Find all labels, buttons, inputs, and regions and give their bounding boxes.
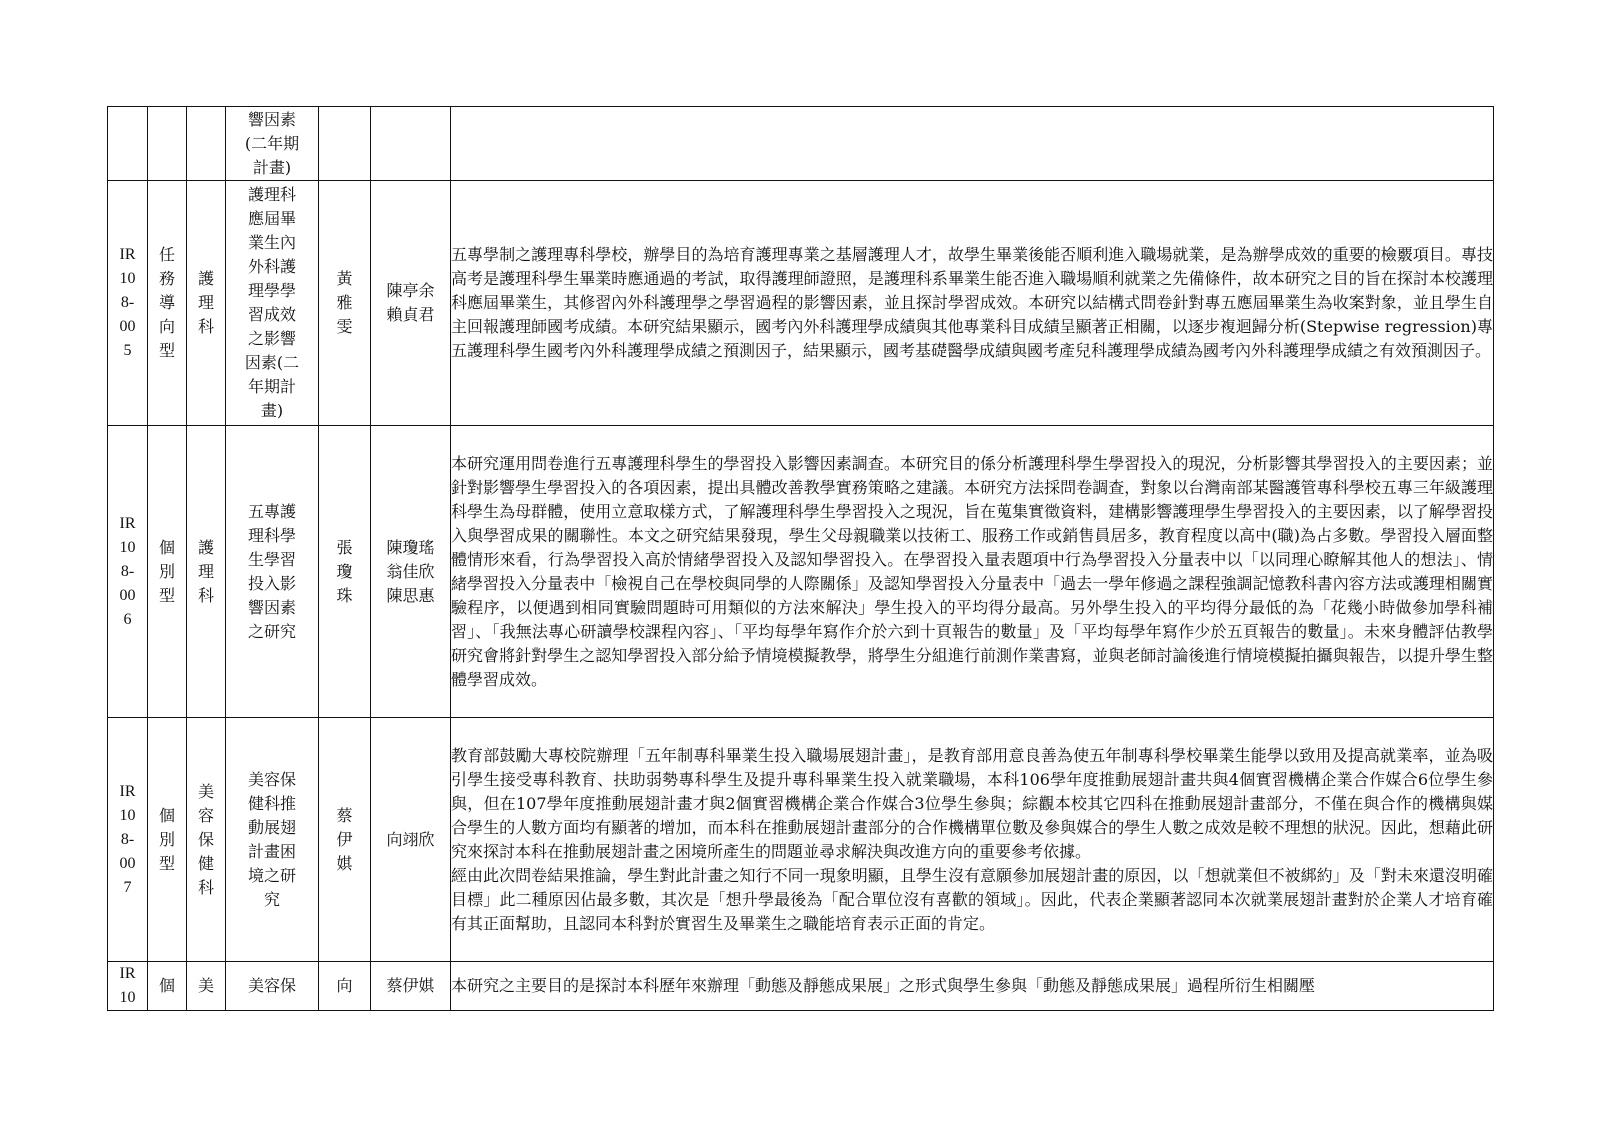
department-line: 護 (197, 269, 214, 288)
project-title-line: 境之研 (247, 865, 296, 885)
abstract-paragraph: 五專學制之護理專科學校，辦學目的為培育護理專業之基層護理人才，故學生畢業後能否順利進入職場就業，是為辦學成效的重要的檢覈項目。專技高考是護理科學生畢業時應通過的考試，取得護理師證照，是護理科系畢業生能否進入職場順利就業之先備條件，故本研究之目的旨在探討本校護理科應屆畢業生，其修習內外科護理學之學習過程的影響因素，並且探討學習成效。本研究以結構式問卷針對專五應屆畢業生為收案對象，並且學生自主回報護理師國考成績。本研究結果顯示，國考內外科護理學成績與其他專業科目成績呈顯著正相關，以逐步複迴歸分析(Stepwise regression)專五護理科學生國考內外科護理學成績之預測因子，結果顯示，國考基礎醫學成績與國考產兒科護理學成績為國考內外科護理學成績之有效預測因子。 (451, 245, 1493, 360)
project-id-line: 8- (120, 830, 135, 848)
project-type-cell (148, 718, 187, 962)
principal-investigator-line: 雅 (336, 293, 353, 312)
co-investigators-line: 蔡伊娸 (386, 976, 435, 995)
project-title-line: (二年期 (244, 133, 300, 153)
principal-investigator-line: 娸 (336, 853, 353, 873)
department-line: 科 (197, 877, 214, 897)
project-title-line: 生學習 (247, 549, 296, 569)
table-row (108, 181, 1494, 426)
project-id-cell (108, 107, 148, 181)
project-title-line: 美容保 (247, 769, 296, 789)
abstract-paragraph: 教育部鼓勵大專校院辦理「五年制專科畢業生投入職場展翅計畫」，是教育部用意良善為使五年制專科學校畢業生能學以致用及提高就業率，並為吸引學生接受專科教育、扶助弱勢專科學生及提升專科畢業生投入就業職場，本科106學年度推動展翅計畫共與4個實習機構企業合作媒合6位學生參與，但在107學年度推動展翅計畫才與2個實習機構企業合作媒合3位學生參與；綜觀本校其它四科在推動展翅計畫部分，不僅在與合作的機構與媒合學生的人數方面均有顯著的增加，而本科在推動展翅計畫部分的合作機構單位數及參與媒合的學生人數之成效是較不理想的狀況。因此，想藉此研究來探討本科在推動展翅計畫之困境所產生的問題並尋求解決與改進方向的重要參考依據。 (451, 745, 1493, 861)
project-type-cell (148, 107, 187, 181)
table-row (108, 107, 1494, 181)
project-id-line: 00 (119, 318, 136, 335)
project-title-line: 理科學 (247, 525, 296, 545)
department-line: 美 (197, 781, 214, 801)
principal-investigator-cell (319, 107, 371, 181)
project-title-line: 投入影 (247, 573, 296, 593)
co-investigators-cell (371, 426, 451, 718)
abstract-paragraph: 本研究之主要目的是探討本科歷年來辦理「動態及靜態成果展」之形式與學生參與「動態及靜態成果展」過程所衍生相關壓 (451, 976, 1316, 995)
co-investigators-cell (371, 718, 451, 962)
department-line: 容 (197, 805, 214, 825)
principal-investigator-line: 珠 (336, 585, 353, 605)
project-id-line: IR (119, 246, 136, 263)
project-id-line: 6 (123, 610, 132, 628)
project-type-line: 型 (158, 341, 175, 360)
project-title-line: 應屆畢 (247, 209, 296, 228)
project-id-line: 10 (119, 538, 136, 556)
abstract-cell (451, 718, 1494, 962)
project-id-line: 10 (119, 806, 136, 824)
project-type-cell (148, 962, 187, 1011)
project-title-cell (226, 962, 319, 1011)
principal-investigator-line: 瓊 (336, 561, 353, 581)
project-title-cell (226, 426, 319, 718)
project-type-cell (148, 426, 187, 718)
project-title-line: 理學學 (247, 281, 296, 300)
project-title-line: 計畫困 (247, 841, 296, 861)
project-type-cell (148, 181, 187, 426)
department-line: 美 (197, 976, 214, 995)
research-projects-table (107, 106, 1494, 1011)
project-type-line: 型 (158, 853, 175, 873)
project-id-line: 8- (120, 294, 135, 311)
project-title-line: 計畫) (252, 157, 292, 177)
project-type-line: 個 (158, 805, 175, 825)
principal-investigator-cell (319, 962, 371, 1011)
project-title-line: 因素(二 (244, 353, 300, 372)
department-line: 科 (197, 585, 214, 605)
principal-investigator-cell (319, 718, 371, 962)
department-line: 理 (197, 293, 214, 312)
department-line: 科 (197, 317, 214, 336)
project-id-line: 8- (120, 562, 135, 580)
project-type-line: 向 (158, 317, 175, 336)
co-investigators-cell (371, 962, 451, 1011)
project-id-line: 10 (119, 270, 136, 287)
project-title-line: 之研究 (247, 621, 296, 641)
project-type-line: 導 (158, 293, 175, 312)
project-id-line: IR (119, 514, 136, 532)
principal-investigator-line: 蔡 (336, 805, 353, 825)
project-type-line: 別 (158, 829, 175, 849)
project-title-line: 究 (263, 889, 280, 909)
co-investigators-cell (371, 107, 451, 181)
project-type-line: 型 (158, 585, 175, 605)
project-type-line: 別 (158, 561, 175, 581)
co-investigators-cell (371, 181, 451, 426)
co-investigators-line: 陳瓊瑤 (386, 537, 435, 557)
project-title-line: 美容保 (247, 976, 296, 995)
project-title-cell (226, 107, 319, 181)
project-title-line: 畫) (260, 401, 284, 420)
project-title-line: 五專護 (247, 501, 296, 521)
co-investigators-line: 賴貞君 (386, 305, 435, 324)
project-title-line: 動展翅 (247, 817, 296, 837)
project-id-line: 5 (123, 342, 132, 359)
department-cell (187, 181, 226, 426)
table-row (108, 718, 1494, 962)
project-id-line: 00 (119, 586, 136, 604)
project-title-line: 外科護 (247, 257, 296, 276)
project-title-line: 護理科 (247, 185, 296, 204)
table-row (108, 426, 1494, 718)
abstract-cell (451, 426, 1494, 718)
abstract-paragraph: 經由此次問卷結果推論，學生對此計畫之知行不同一現象明顯，且學生沒有意願參加展翅計畫的原因，以「想就業但不被綁約」及「對未來還沒明確目標」此二種原因佔最多數，其次是「想升學最後為「配合單位沒有喜歡的領域」。因此，代表企業顯著認同本次就業展翅計畫對於企業人才培育確有其正面幫助，且認同本科對於實習生及畢業生之職能培育表示正面的肯定。 (451, 865, 1493, 933)
project-id-line: 00 (119, 854, 136, 872)
project-type-line: 個 (158, 537, 175, 557)
principal-investigator-line: 張 (336, 537, 353, 557)
project-id-cell (108, 426, 148, 718)
project-title-line: 業生內 (247, 233, 296, 252)
co-investigators-line: 翁佳欣 (386, 561, 435, 581)
project-id-cell (108, 181, 148, 426)
department-cell (187, 107, 226, 181)
abstract-cell (451, 181, 1494, 426)
project-title-line: 之影響 (247, 329, 296, 348)
abstract-paragraph: 本研究運用問卷進行五專護理科學生的學習投入影響因素調查。本研究目的係分析護理科學生學習投入的現況，分析影響其學習投入的主要因素；並針對影響學生學習投入的各項因素，提出具體改善教學實務策略之建議。本研究方法採問卷調查，對象以台灣南部某醫護管專科學校五專三年級護理科學生為母群體，使用立意取樣方式，了解護理科學生學習投入之現況，旨在蒐集實徵資料，建構影響護理學生學習投入的主要因素，以了解學習投入與學習成果的關聯性。本文之研究結果發現，學生父母親職業以技術工、服務工作或銷售員居多，教育程度以高中(職)為占多數。學習投入層面整體情形來看，行為學習投入高於情緒學習投入及認知學習投入。在學習投入量表題項中行為學習投入分量表中以「以同理心瞭解其他人的想法」、情緒學習投入分量表中「檢視自己在學校與同學的人際關係」及認知學習投入分量表中「過去一學年修過之課程強調記憶教科書內容方法或護理相關實驗程序，以便遇到相同實驗問題時可用類似的方法來解決」學生投入的平均得分最高。另外學生投入的平均得分最低的為「花幾小時做參加學科補習」、「我無法專心研讀學校課程內容」、「平均每學年寫作介於六到十頁報告的數量」及「平均每學年寫作少於五頁報告的數量」。未來身體評估教學研究會將針對學生之認知學習投入部分給予情境模擬教學，將學生分組進行前測作業書寫，並與老師討論後進行情境模擬拍攝與報告，以提升學生整體學習成效。 (451, 453, 1493, 689)
principal-investigator-line: 黃 (336, 269, 353, 288)
co-investigators-line: 陳思惠 (386, 585, 435, 605)
principal-investigator-cell (319, 181, 371, 426)
principal-investigator-cell (319, 426, 371, 718)
project-title-cell (226, 181, 319, 426)
project-id-cell (108, 962, 148, 1011)
project-title-line: 健科推 (247, 793, 296, 813)
principal-investigator-line: 伊 (336, 829, 353, 849)
department-line: 保 (197, 829, 214, 849)
department-line: 護 (197, 537, 214, 557)
co-investigators-line: 向翊欣 (386, 829, 435, 849)
table-row (108, 962, 1494, 1011)
principal-investigator-line: 雯 (336, 317, 353, 336)
project-title-line: 響因素 (247, 597, 296, 617)
project-id-line: IR (119, 782, 136, 800)
project-id-line: 10 (119, 989, 136, 1006)
department-line: 理 (197, 561, 214, 581)
department-cell (187, 718, 226, 962)
project-title-line: 響因素 (247, 109, 296, 129)
department-cell (187, 962, 226, 1011)
co-investigators-line: 陳亭余 (386, 281, 435, 300)
principal-investigator-line: 向 (336, 976, 353, 995)
department-cell (187, 426, 226, 718)
abstract-cell (451, 107, 1494, 181)
project-id-cell (108, 718, 148, 962)
project-id-line: IR (119, 965, 136, 982)
project-title-line: 習成效 (247, 305, 296, 324)
project-type-line: 任 (158, 245, 175, 264)
project-title-cell (226, 718, 319, 962)
project-type-line: 個 (158, 976, 175, 995)
department-line: 健 (197, 853, 214, 873)
abstract-cell (451, 962, 1494, 1011)
project-id-line: 7 (123, 878, 132, 896)
project-type-line: 務 (158, 269, 175, 288)
project-title-line: 年期計 (247, 377, 296, 396)
